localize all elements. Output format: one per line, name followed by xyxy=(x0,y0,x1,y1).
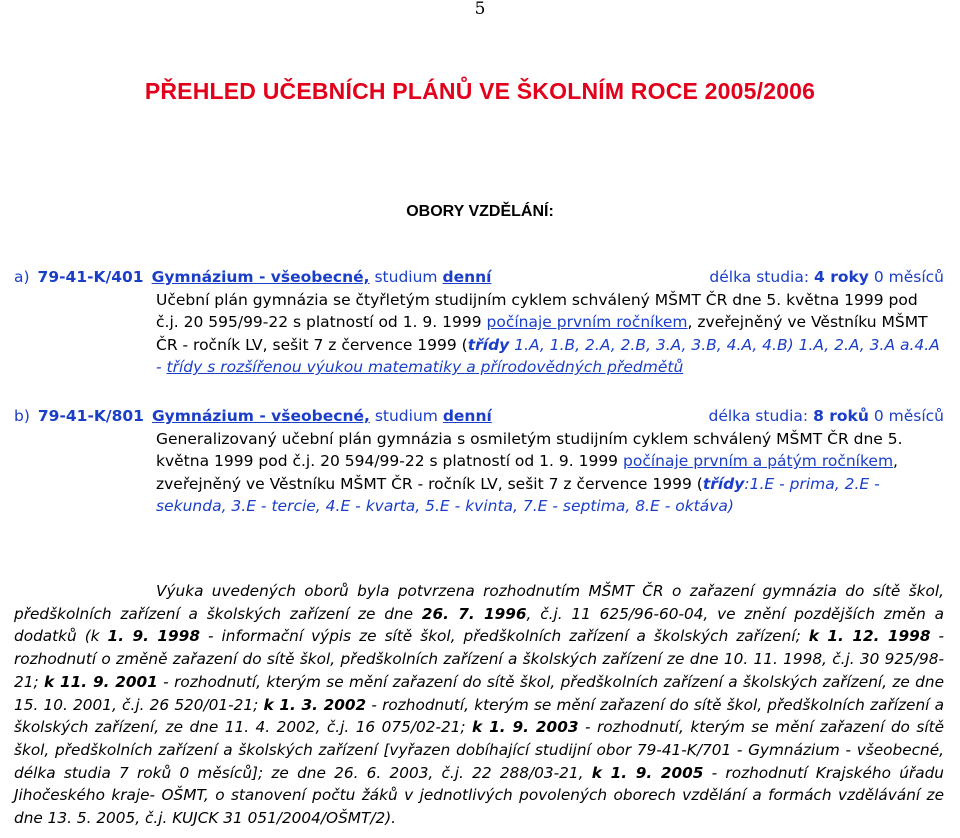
start-phrase: počínaje prvním ročníkem xyxy=(486,313,688,332)
program-description xyxy=(14,428,944,518)
item-marker: b) xyxy=(14,407,30,425)
program-description xyxy=(14,289,944,379)
length-label: délka studia: xyxy=(708,407,809,425)
description-text-2: , zveřejněný ve Věstníku MŠMT ČR - ročník LV, sešit 7 z července 1999 ( xyxy=(156,313,928,354)
study-form-label: studium xyxy=(374,407,438,425)
length-months: 0 měsíců xyxy=(873,407,944,425)
start-phrase: počínaje prvním a pátým ročníkem xyxy=(623,452,894,471)
study-length xyxy=(708,405,944,428)
note-text: - rozhodnutí, kterým se mění zařazení do sítě škol, předškolních zařízení a školských zařízení, ze dne 11. 4. 2002, č.j. 16 075/02-21; xyxy=(14,695,944,737)
note-date: k 1. 9. 2003 xyxy=(472,718,579,737)
section-heading: OBORY VZDĚLÁNÍ: xyxy=(406,203,554,220)
class-list: 1.A, 1.B, 2.A, 2.B, 3.A, 3.B, 4.A, 4.B) 1.A, 2.A, 3.A a.4.A - xyxy=(156,335,940,377)
note-text: - rozhodnutí, kterým se mění zařazení do sítě škol, předškolních zařízení a školských zařízení [vyřazen dobíhající studijní obor 79-41-K/701 - Gymnázium - všeobecné, délka studia 7 roků 0 měsíců]; ze dne 26. 6. 2003, č.j. 22 288/03-21, xyxy=(14,718,944,782)
description-text: Generalizovaný učební plán gymnázia s osmiletým studijním cyklem schválený MŠMT ČR dne 5. května 1999 pod č.j. 20 594/99-22 s platností od 1. 9. 1999 xyxy=(156,429,903,471)
note-text: - rozhodnutí Krajského úřadu Jihočeského kraje- OŠMT, o stanovení počtu žáků v jednotlivých povolených oborech vzdělání a formách vzdělávání ze dne 13. 5. 2005, č.j. KUJCK 31 051/2004/OŠMT/2). xyxy=(14,763,944,828)
study-form: denní xyxy=(442,407,492,425)
approval-note xyxy=(14,580,944,830)
note-date: 26. 7. 1996 xyxy=(421,604,527,623)
classes-label: třídy xyxy=(702,474,745,493)
note-text: - rozhodnutí o změně zařazení do sítě škol, předškolních zařízení a školských zařízení ze dne 10. 11. 1998, č.j. 30 925/98-21; xyxy=(14,627,944,691)
note-text: , č.j. 11 625/96-60-04, ve znění pozdějších změn a dodatků (k xyxy=(14,604,945,646)
study-form: denní xyxy=(442,268,492,286)
program-code: 79-41-K/401 xyxy=(37,268,144,286)
note-date: k 1. 3. 2002 xyxy=(263,695,367,714)
note-text: Výuka uvedených oborů byla potvrzena rozhodnutím MŠMT ČR o zařazení gymnázia do sítě škol, předškolních zařízení a školských zařízení ze dne xyxy=(14,582,944,623)
length-months: 0 měsíců xyxy=(873,268,944,286)
study-program-a xyxy=(14,266,944,379)
note-date: 1. 9. 1998 xyxy=(107,627,200,646)
note-text: - informační výpis ze sítě škol, předškolních zařízení a školských zařízení; xyxy=(199,627,809,646)
length-label: délka studia: xyxy=(709,268,810,286)
description-text-2: , zveřejněný ve Věstníku MŠMT ČR - ročník LV, sešit 7 z července 1999 ( xyxy=(156,452,898,493)
program-code: 79-41-K/801 xyxy=(37,407,144,425)
length-value: 4 roky xyxy=(814,268,869,286)
program-header xyxy=(14,266,944,289)
note-text: - rozhodnutí, kterým se mění zařazení do sítě škol, předškolních zařízení a školských zařízení, ze dne 15. 10. 2001, č.j. 26 520/01-21; xyxy=(14,672,944,714)
page-title: PŘEHLED UČEBNÍCH PLÁNŮ VE ŠKOLNÍM ROCE 2005/2006 xyxy=(144,78,816,104)
note-date: k 1. 9. 2005 xyxy=(591,763,704,782)
program-name: Gymnázium - všeobecné, xyxy=(151,268,370,286)
study-length xyxy=(709,266,944,289)
note-date: k 1. 12. 1998 xyxy=(808,627,931,646)
length-value: 8 roků xyxy=(813,407,869,425)
study-program-b xyxy=(14,405,944,518)
class-note: třídy s rozšířenou výukou matematiky a přírodovědných předmětů xyxy=(166,358,684,377)
class-list: :1.E - prima, 2.E - sekunda, 3.E - tercie, 4.E - kvarta, 5.E - kvinta, 7.E - septima, 8.E - oktáva) xyxy=(156,474,880,516)
study-form-label: studium xyxy=(374,268,438,286)
page-number: 5 xyxy=(474,0,486,19)
item-marker: a) xyxy=(14,268,30,286)
note-date: k 11. 9. 2001 xyxy=(44,672,158,691)
description-text: Učební plán gymnázia se čtyřletým studijním cyklem schválený MŠMT ČR dne 5. května 1999 pod č.j. 20 595/99-22 s platností od 1. 9. 1999 xyxy=(156,290,918,332)
program-header xyxy=(14,405,944,428)
program-name: Gymnázium - všeobecné, xyxy=(151,407,370,425)
classes-label: třídy xyxy=(467,335,510,354)
